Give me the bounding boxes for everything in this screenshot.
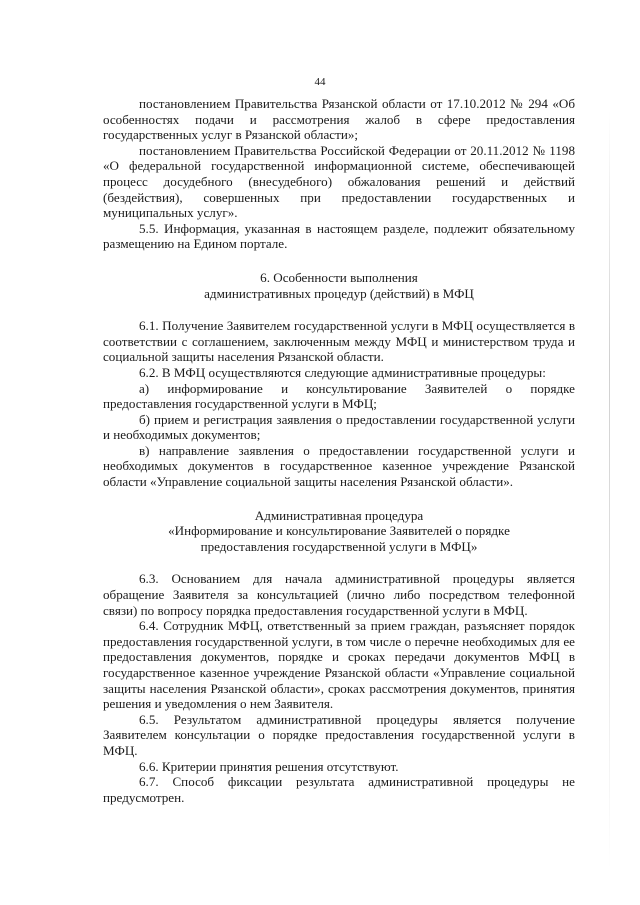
procedure-heading xyxy=(103,508,575,555)
section-6-item-c: в) направление заявления о предоставлении государственной услуги и необходимых документов в государственное казенное учреждение Рязанской области «Управление социальной защиты населения Рязанской области». xyxy=(103,442,575,490)
section-6-item-a: а) информирование и консультирование Заявителей о порядке предоставления государственной услуги в МФЦ; xyxy=(103,380,575,412)
procedure-paragraph-6-4: 6.4. Сотрудник МФЦ, ответственный за прием граждан, разъясняет порядок предоставления государственной услуги, в том числе о перечне необходимых для ее предоставления документов, порядке и сроках передачи документов МФЦ в государственное казенное учреждение Рязанской области «Управление социальной защиты населения Рязанской области», сроках рассмотрения документов, принятия решения и уведомления о нем Заявителя. xyxy=(103,618,575,712)
procedure-paragraph-6-7: 6.7. Способ фиксации результата административной процедуры не предусмотрен. xyxy=(103,774,575,805)
procedure-title-line-1: Административная процедура xyxy=(254,507,424,523)
intro-paragraph-2: постановлением Правительства Российской Федерации от 20.11.2012 № 1198 «О федеральной государственной информационной системе, обеспечивающей процесс досудебного (внесудебного) обжалования решений и действий (бездействия), совершенных при предоставлении государственных и муниципальных услуг». xyxy=(103,142,575,221)
procedure-paragraph-6-3: 6.3. Основанием для начала административной процедуры является обращение Заявителя за консультацией (лично либо посредством телефонной связи) по вопросу порядка предоставления государственной услуги в МФЦ. xyxy=(103,571,575,618)
scan-edge-line xyxy=(609,110,610,870)
intro-paragraph-3: 5.5. Информация, указанная в настоящем разделе, подлежит обязательному размещению на Едином портале. xyxy=(103,220,575,252)
intro-paragraph-1: постановлением Правительства Рязанской области от 17.10.2012 № 294 «Об особенностях подачи и рассмотрения жалоб в сфере предоставления государственных услуг в Рязанской области»; xyxy=(103,96,575,143)
procedure-title-line-3: предоставления государственной услуги в МФЦ» xyxy=(200,538,478,554)
section-6-paragraph-2: 6.2. В МФЦ осуществляются следующие административные процедуры: xyxy=(139,364,546,380)
section-6-item-b: б) прием и регистрация заявления о предоставлении государственной услуги и необходимых документов; xyxy=(103,411,575,443)
procedure-paragraph-6-5: 6.5. Результатом административной процедуры является получение Заявителем консультации о порядке предоставления государственной услуги в МФЦ. xyxy=(103,711,575,758)
procedure-title-line-2: «Информирование и консультирование Заявителей о порядке xyxy=(168,523,510,539)
section-6-title-line-1: 6. Особенности выполнения xyxy=(260,269,418,285)
section-6-paragraph-1: 6.1. Получение Заявителем государственной услуги в МФЦ осуществляется в соответствии с соглашением, заключенным между МФЦ и министерством труда и социальной защиты населения Рязанской области. xyxy=(103,318,575,365)
procedure-paragraph-6-6: 6.6. Критерии принятия решения отсутствуют. xyxy=(139,758,399,774)
page-number: 44 xyxy=(314,76,326,88)
document-body xyxy=(103,96,575,805)
section-6-title-line-2: административных процедур (действий) в МФЦ xyxy=(204,285,474,301)
section-6-heading xyxy=(103,270,575,301)
